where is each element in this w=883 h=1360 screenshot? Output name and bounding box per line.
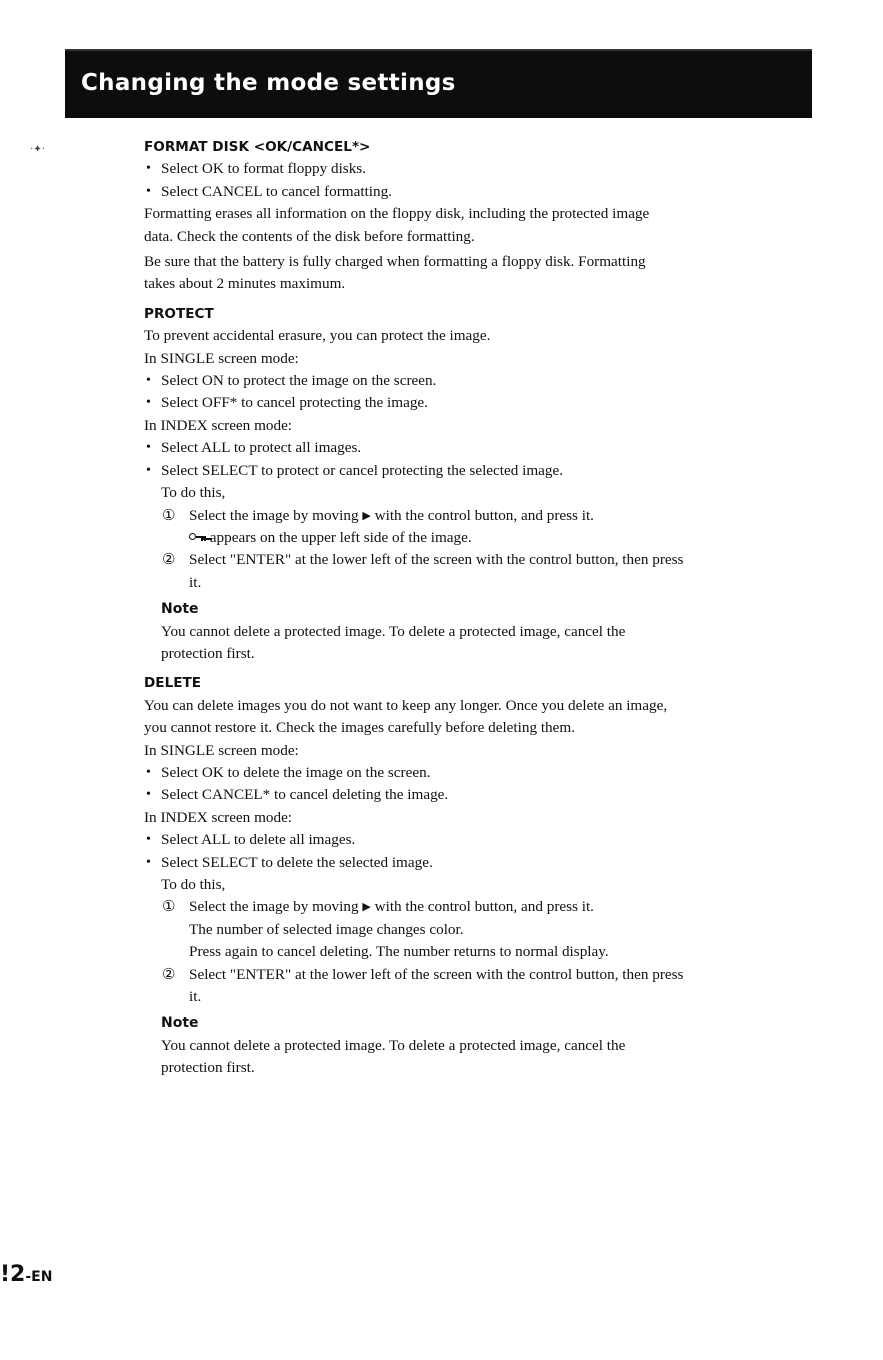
list-item: • Select ON to protect the image on the screen. [144,370,824,392]
note-heading: Note [161,1015,199,1032]
step-2-detail: it. [189,988,202,1006]
step-text: Select the image by moving [189,506,359,524]
mode-label: In SINGLE screen mode: [144,349,299,367]
mode-label: In INDEX screen mode: [144,416,293,434]
paragraph-line: Be sure that the battery is fully charged when formatting a floppy disk. Formatting [144,253,646,271]
mode-label: In INDEX screen mode: [144,808,293,826]
page-number [0,1262,52,1287]
step-2 [144,549,824,571]
right-triangle-icon: ▶ [362,901,371,914]
list-item: • Select CANCEL to cancel formatting. [144,181,824,203]
step-number: ② [162,966,176,983]
paragraph-line: To do this, [161,876,226,893]
paragraph-line: You can delete images you do not want to keep any longer. Once you delete an image, [144,696,668,714]
step-1-detail [144,527,824,549]
banner-title: Changing the mode settings [81,70,456,96]
list-item: • Select OK to format floppy disks. [144,158,824,180]
paragraph-line: To prevent accidental erasure, you can protect the image. [144,327,491,345]
step-1 [144,505,824,527]
step-number: ② [162,552,176,569]
step-text: appears on the upper left side of the image. [209,528,472,546]
paragraph-line: you cannot restore it. Check the images carefully before deleting them. [144,719,575,737]
list-item: • Select ALL to delete all images. [144,829,824,851]
note-text: You cannot delete a protected image. To delete a protected image, cancel the [161,622,626,640]
step-text: Select "ENTER" at the lower left of the screen with the control button, then press [189,965,684,983]
page-number-value: !2 [0,1262,26,1287]
paragraph-line: takes about 2 minutes maximum. [144,275,346,293]
right-triangle-icon: ▶ [362,509,371,522]
page-number-suffix: -EN [25,1269,53,1285]
step-text: with the control button, and press it. [374,506,594,524]
step-1-detail: The number of selected image changes color. [189,920,464,938]
step-number: ① [162,899,176,916]
protect-heading: PROTECT [144,305,214,322]
list-item: • Select SELECT to protect or cancel protecting the selected image. [144,460,824,482]
list-item: • Select SELECT to delete the selected image. [144,852,824,874]
manual-body [144,136,824,1080]
step-2 [144,964,824,986]
step-text: with the control button, and press it. [374,898,594,916]
step-2-detail: it. [189,573,202,591]
step-1 [144,896,824,918]
section-banner [65,49,812,118]
delete-section [144,672,824,1079]
step-1-detail: Press again to cancel deleting. The number returns to normal display. [189,943,609,961]
note-heading: Note [161,601,199,618]
step-text: Select "ENTER" at the lower left of the screen with the control button, then press [189,551,684,569]
list-item: • Select ALL to protect all images. [144,437,824,459]
format-disk-heading: FORMAT DISK <OK/CANCEL*> [144,139,371,155]
step-text: Select the image by moving [189,898,359,916]
delete-heading: DELETE [144,675,202,692]
margin-mark: ·✦· [30,144,46,155]
key-icon [189,532,206,541]
format-disk-section [144,136,824,296]
step-number: ① [162,507,176,524]
list-item: • Select OFF* to cancel protecting the image. [144,392,824,414]
paragraph-line: data. Check the contents of the disk before formatting. [144,227,475,245]
list-item: • Select OK to delete the image on the screen. [144,762,824,784]
paragraph-line: Formatting erases all information on the floppy disk, including the protected image [144,205,650,223]
list-item: • Select CANCEL* to cancel deleting the image. [144,784,824,806]
note-text: You cannot delete a protected image. To delete a protected image, cancel the [161,1036,626,1054]
note-text: protection first. [161,1059,255,1077]
protect-section [144,303,824,666]
mode-label: In SINGLE screen mode: [144,741,299,759]
note-text: protection first. [161,644,255,662]
paragraph-line: To do this, [161,484,226,502]
